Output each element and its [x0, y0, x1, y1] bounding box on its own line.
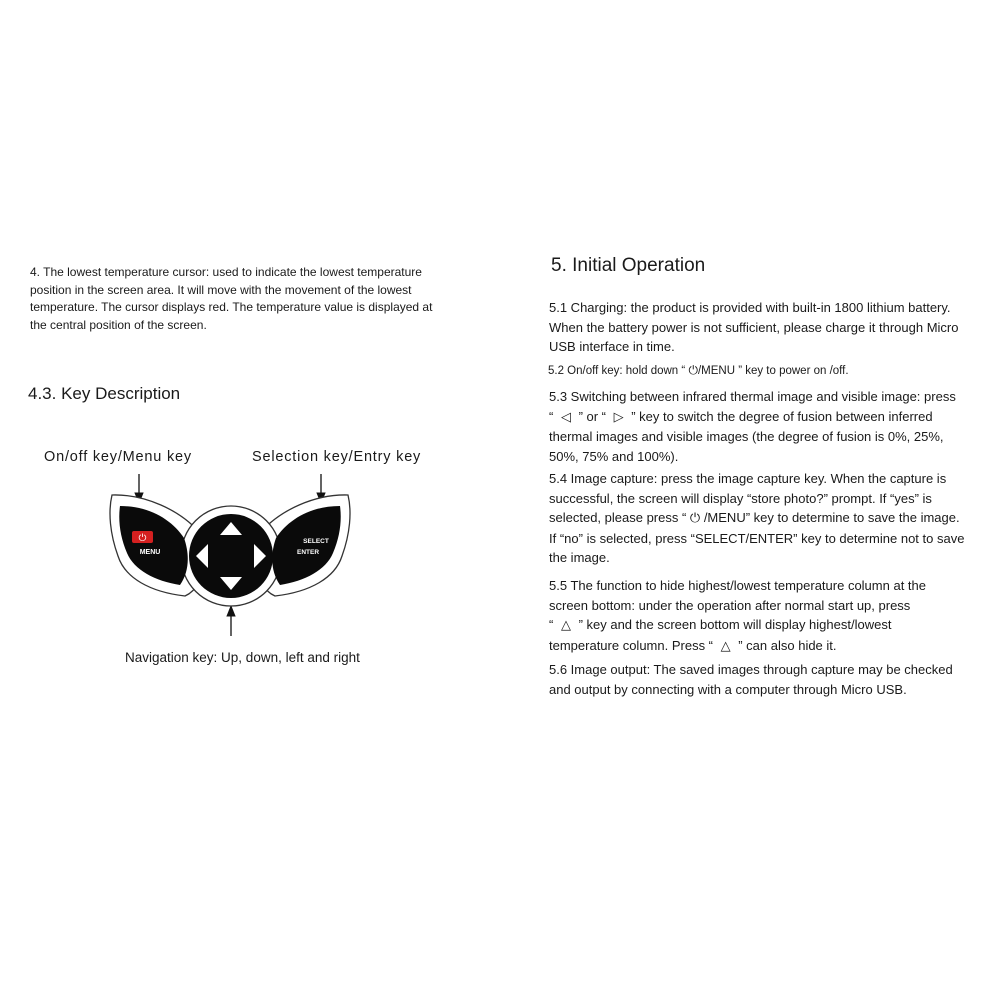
up-triangle-icon: △ — [560, 618, 571, 633]
left-triangle-icon: ◁ — [560, 409, 571, 425]
selection-entry-key-label: Selection key/Entry key — [252, 449, 422, 465]
navigation-key-label: Navigation key: Up, down, left and right — [125, 650, 360, 665]
select-key-text: SELECT — [303, 538, 329, 545]
enter-key-text: ENTER — [296, 549, 320, 556]
section-5-4-image-capture: 5.4 Image capture: press the image capture key. When the capture is successful, the screen will display “store photo?” prompt. If “yes” is selected, please press “ ⏻ /MENU” key to determine to save the image. If “no” is selected, press “SELECT/ENTER” key to determine not to save the image. — [549, 471, 965, 565]
section-5-3-switching: 5.3 Switching between infrared thermal image and visible image: press “ ◁ ” or “ ▷ ” key to switch the degree of fusion between inferred thermal images and visible images (the degree of fusion is 0%, 25%, 50%, 75% and 100%). — [549, 389, 956, 464]
section-5-5-hide-temperature-column: 5.5 The function to hide highest/lowest temperature column at the screen bottom: under the operation after normal start up, press “ △ ” key and the screen bottom will display highest/lowest temperature column. Press “ △ ” can also hide it. — [549, 578, 926, 654]
item-4-lowest-temperature-cursor: 4. The lowest temperature cursor: used to indicate the lowest temperature position in the screen area. It will move with the movement of the lowest temperature. The cursor displays red. The temperature value is displayed at the central position of the screen. — [30, 265, 433, 332]
power-icon: ⏻ — [688, 363, 698, 377]
key-description-title: 4.3. Key Description — [28, 384, 181, 403]
right-triangle-icon: ▷ — [613, 409, 624, 425]
section-5-2-onoff-key: 5.2 On/off key: hold down “ ⏻/MENU ” key to power on /off. — [548, 363, 849, 377]
initial-operation-title: 5. Initial Operation — [551, 255, 706, 276]
menu-key-text: MENU — [139, 549, 161, 556]
power-icon: ⏻ — [138, 533, 147, 544]
onoff-menu-key-label: On/off key/Menu key — [44, 449, 192, 465]
section-5-6-image-output: 5.6 Image output: The saved images through capture may be checked and output by connecting with a computer through Micro USB. — [549, 662, 953, 697]
power-icon: ⏻ — [689, 511, 701, 526]
section-5-1-charging: 5.1 Charging: the product is provided with built-in 1800 lithium battery. When the battery power is not sufficient, please charge it through Micro USB interface in time. — [549, 300, 959, 354]
up-triangle-icon: △ — [720, 638, 731, 654]
